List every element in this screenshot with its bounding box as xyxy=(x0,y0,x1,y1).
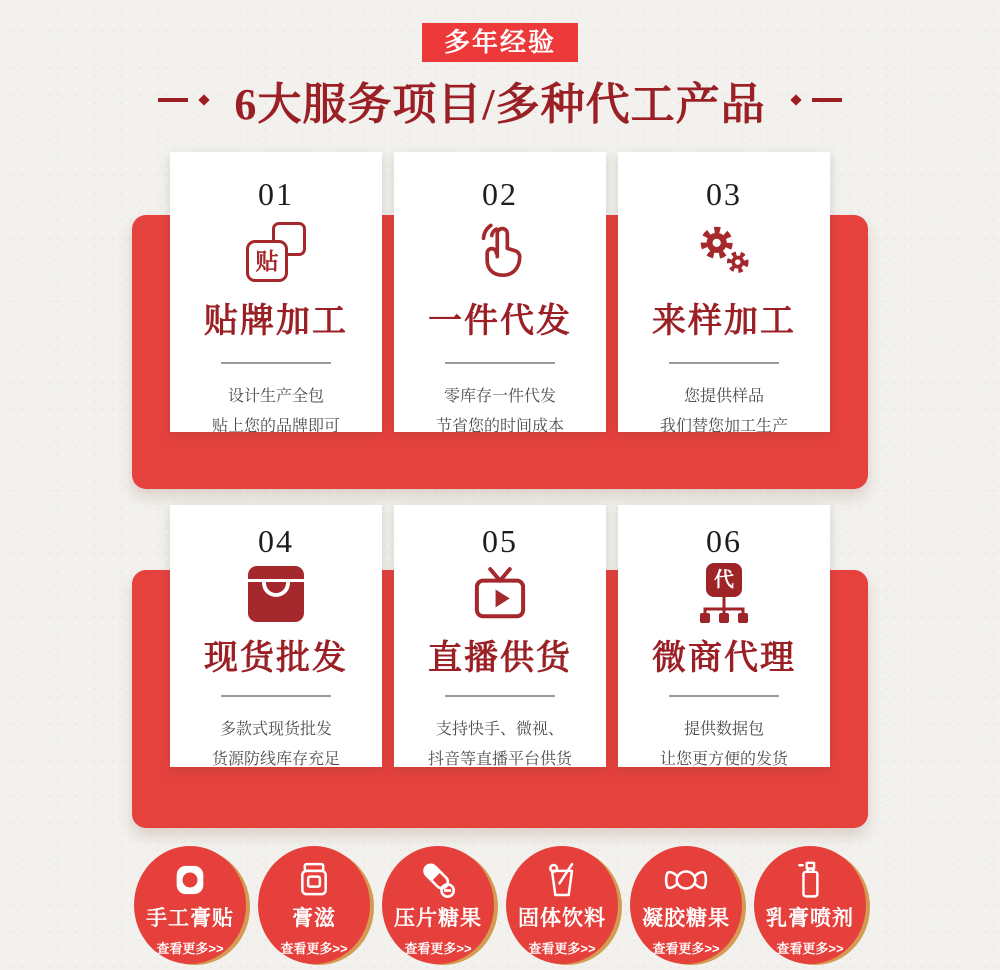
product-name: 膏滋 xyxy=(292,906,336,930)
product-circles-row xyxy=(0,846,1000,964)
card-title: 来样加工 xyxy=(652,303,796,340)
card-title: 现货批发 xyxy=(204,640,348,677)
card-description: 支持快手、微视、 抖音等直播平台供货 xyxy=(427,721,572,768)
drink-cup-icon xyxy=(542,860,582,900)
card-description: 设计生产全包 贴上您的品牌即可 xyxy=(211,388,340,435)
services-row-1 xyxy=(0,152,1000,435)
page-title: 6大服务项目/多种代工产品 xyxy=(234,80,766,129)
view-more-link[interactable]: 查看更多>> xyxy=(528,941,596,956)
product-circle-solid-drink[interactable] xyxy=(506,846,618,964)
card-title: 一件代发 xyxy=(428,303,572,340)
jar-icon xyxy=(294,860,334,900)
product-name: 压片糖果 xyxy=(394,906,482,930)
product-name: 手工膏贴 xyxy=(146,906,234,930)
view-more-link[interactable]: 查看更多>> xyxy=(156,941,224,956)
patch-icon xyxy=(170,860,210,900)
card-divider xyxy=(445,695,555,697)
section-title-row xyxy=(0,74,1000,129)
spray-bottle-icon xyxy=(792,860,828,900)
title-dash-left xyxy=(158,98,188,102)
card-divider xyxy=(669,362,779,364)
gears-icon xyxy=(691,219,757,285)
product-circle-tablet-candy[interactable] xyxy=(382,846,494,964)
card-description: 零库存一件代发 节省您的时间成本 xyxy=(435,388,564,435)
product-name: 凝胶糖果 xyxy=(642,906,730,930)
service-card-dropship xyxy=(394,152,606,435)
service-card-oem xyxy=(170,152,382,435)
candy-icon xyxy=(664,860,708,900)
card-divider xyxy=(221,362,331,364)
title-dash-right xyxy=(812,98,842,102)
title-dot-right xyxy=(790,94,801,105)
experience-badge: 多年经验 xyxy=(422,23,578,62)
services-row-2 xyxy=(0,505,1000,767)
card-divider xyxy=(445,362,555,364)
card-description: 您提供样品 我们替您加工生产 xyxy=(659,388,788,435)
live-tv-icon xyxy=(468,564,532,624)
click-hand-icon xyxy=(467,219,533,285)
card-title: 微商代理 xyxy=(652,640,796,677)
agent-network-icon: 代 xyxy=(692,563,756,625)
card-number: 02 xyxy=(482,176,518,212)
title-dot-left xyxy=(199,94,210,105)
card-description: 提供数据包 让您更方便的发货 xyxy=(659,721,788,768)
card-title: 贴牌加工 xyxy=(204,303,348,340)
service-card-sample-processing xyxy=(618,152,830,435)
view-more-link[interactable]: 查看更多>> xyxy=(776,941,844,956)
shopping-bag-icon xyxy=(248,566,304,622)
product-circle-handmade-plaster[interactable] xyxy=(134,846,246,964)
service-card-livestream-supply xyxy=(394,505,606,767)
product-circle-paste[interactable] xyxy=(258,846,370,964)
view-more-link[interactable]: 查看更多>> xyxy=(404,941,472,956)
card-number: 01 xyxy=(258,176,294,212)
card-divider xyxy=(669,695,779,697)
view-more-link[interactable]: 查看更多>> xyxy=(280,941,348,956)
product-name: 乳膏喷剂 xyxy=(766,906,854,930)
card-title: 直播供货 xyxy=(428,640,572,677)
card-number: 05 xyxy=(482,523,518,559)
view-more-link[interactable]: 查看更多>> xyxy=(652,941,720,956)
tablet-capsule-icon xyxy=(417,859,459,901)
card-divider xyxy=(221,695,331,697)
card-number: 06 xyxy=(706,523,742,559)
product-circle-gel-candy[interactable] xyxy=(630,846,742,964)
product-name: 固体饮料 xyxy=(518,906,606,930)
service-card-wholesale xyxy=(170,505,382,767)
card-number: 04 xyxy=(258,523,294,559)
card-description: 多款式现货批发 货源防线库存充足 xyxy=(211,721,340,768)
service-card-wechat-agent xyxy=(618,505,830,767)
product-circle-cream-spray[interactable] xyxy=(754,846,866,964)
card-number: 03 xyxy=(706,176,742,212)
sticker-icon: 贴 xyxy=(244,222,308,282)
